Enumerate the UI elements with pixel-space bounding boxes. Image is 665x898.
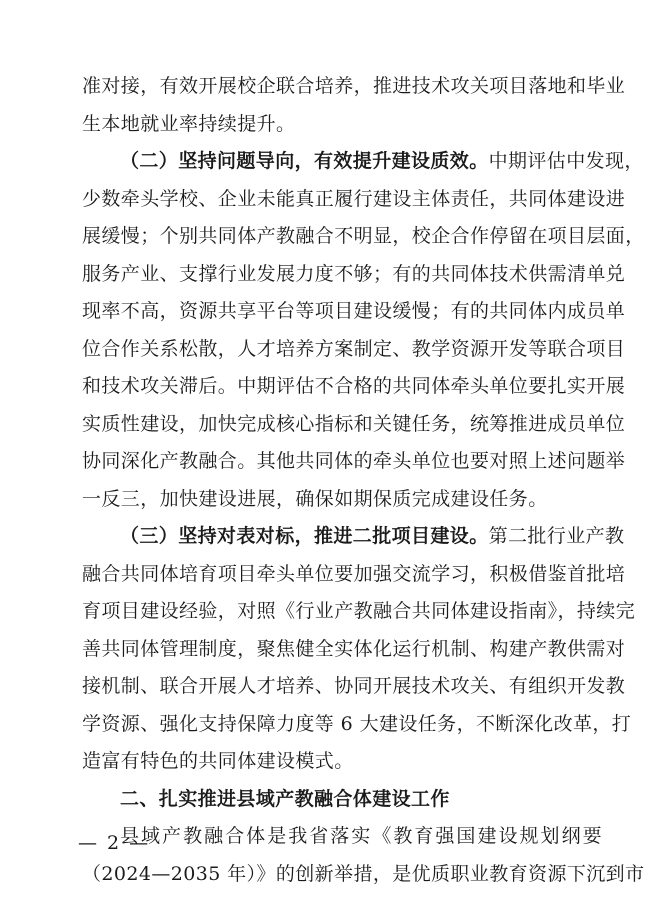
paragraph-lead-heading: （二）坚持问题导向，有效提升建设质效。 <box>120 150 489 172</box>
paragraph-second-batch <box>82 518 636 781</box>
text-line: 造富有特色的共同体建设模式。 <box>82 750 354 772</box>
text-span: 中期评估中发现， <box>488 150 644 172</box>
section-heading: 二、扎实推进县域产教融合体建设工作 <box>120 787 450 810</box>
text-line: 实质性建设，加快完成核心指标和关键任务，统筹推进成员单位 <box>82 412 626 435</box>
text-line: 接机制、联合开展人才培养、协同开展技术攻关、有组织开发教 <box>82 675 626 697</box>
paragraph-county-integration <box>82 818 645 893</box>
text-line: 生本地就业率持续提升。 <box>82 112 296 135</box>
document-body <box>82 68 645 893</box>
paragraph-problem-orientation <box>82 143 645 518</box>
text-line: 融合共同体培育项目牵头单位要加强交流学习，积极借鉴首批培 <box>82 562 626 585</box>
text-line: 和技术攻关滞后。中期评估不合格的共同体牵头单位要扎实开展 <box>82 375 626 397</box>
text-line: （2024—2035 年）》的创新举措，是优质职业教育资源下沉到市 <box>82 862 645 885</box>
text-line: 服务产业、支撑行业发展力度不够；有的共同体技术供需清单兑 <box>82 262 626 285</box>
paragraph-continuation <box>82 68 626 143</box>
text-line: 县域产教融合体是我省落实《教育强国建设规划纲要 <box>120 825 602 847</box>
text-line: 位合作关系松散，人才培养方案制定、教学资源开发等联合项目 <box>82 337 626 360</box>
text-line: 展缓慢；个别共同体产教融合不明显，校企合作停留在项目层面， <box>82 225 645 247</box>
text-line: 少数牵头学校、企业未能真正履行建设主体责任，共同体建设进 <box>82 187 626 210</box>
text-line: 现率不高，资源共享平台等项目建设缓慢；有的共同体内成员单 <box>82 300 626 322</box>
text-line: 一反三，加快建设进展，确保如期保质完成建设任务。 <box>82 487 548 510</box>
paragraph-lead-heading: （三）坚持对表对标，推进二批项目建设。 <box>120 525 489 547</box>
page-number: — 2 — <box>78 832 151 854</box>
text-line: 育项目建设经验，对照《行业产教融合共同体建设指南》，持续完 <box>82 600 636 622</box>
text-line: 善共同体管理制度，聚焦健全实体化运行机制、构建产教供需对 <box>82 637 626 660</box>
text-line: 准对接，有效开展校企联合培养，推进技术攻关项目落地和毕业 <box>82 75 626 97</box>
text-line <box>82 518 625 556</box>
text-span: 第二批行业产教 <box>488 525 625 547</box>
text-line: 协同深化产教融合。其他共同体的牵头单位也要对照上述问题举 <box>82 450 626 472</box>
text-line <box>82 143 644 181</box>
text-line: 学资源、强化支持保障力度等 6 大建设任务，不断深化改革，打 <box>82 712 632 735</box>
